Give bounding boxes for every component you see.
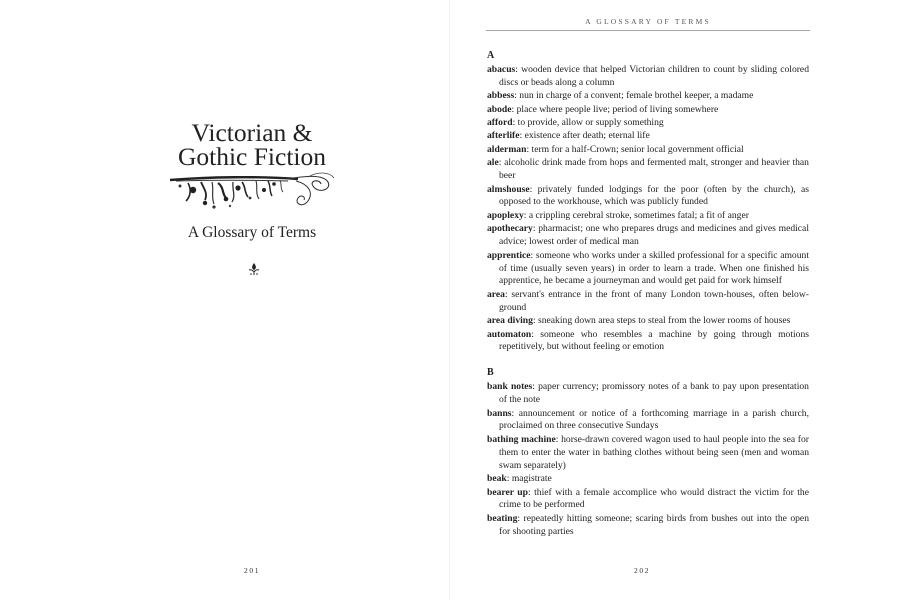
glossary-term: apothecary	[487, 223, 533, 235]
glossary-entry: apprentice: someone who works under a skilled professional for a specific amount of time (usually seven years) in order to learn a trade. When one finished his apprentice, he became a journeyman and would get paid for work himself	[487, 249, 809, 287]
glossary-definition: wooden device that helped Victorian children to count by sliding colored discs or beads along a column	[499, 63, 809, 88]
glossary-entry: area: servant's entrance in the front of many London town-houses, often below-ground	[487, 288, 809, 313]
header-rule	[486, 30, 810, 31]
glossary-term: bathing machine	[487, 433, 556, 445]
glossary-entry: afford: to provide, allow or supply something	[487, 117, 664, 129]
glossary-term: alderman	[487, 143, 527, 155]
glossary-definition: paper currency; promissory notes of a bank to pay upon presentation of the note	[499, 381, 809, 406]
glossary-term: apoplexy	[487, 209, 524, 221]
glossary-term: bearer up	[487, 486, 528, 498]
glossary-entry: almshouse: privately funded lodgings for the poor (often by the church), as opposed to the workhouse, which was publicly funded	[487, 183, 809, 208]
glossary-term: area diving	[487, 315, 533, 327]
glossary-term: abbess	[487, 90, 515, 102]
glossary-definition: to provide, allow or supply something	[517, 117, 664, 129]
glossary-entry: banns: announcement or notice of a forthcoming marriage in a parish church, proclaimed on three consecutive Sundays	[487, 407, 809, 432]
glossary-entry: afterlife: existence after death; eternal life	[487, 130, 650, 142]
page-number-left: 201	[244, 566, 261, 575]
glossary-definition: alcoholic drink made from hops and fermented malt, stronger and heavier than beer	[499, 157, 809, 182]
glossary-entry: abacus: wooden device that helped Victorian children to count by sliding colored discs or beads along a column	[487, 63, 809, 88]
glossary-entry: automaton: someone who resembles a machine by going through motions repetitively, but without feeling or emotion	[487, 328, 809, 353]
glossary-definition: repeatedly hitting someone; scaring birds from bushes out into the open for shooting parties	[499, 512, 809, 537]
glossary-definition: someone who works under a skilled professional for a specific amount of time (usually seven years) in order to learn a trade. When one finished his apprentice, he became a journeyman and would get paid for work himself	[499, 249, 809, 287]
glossary-term: abode	[487, 103, 512, 115]
page-number-right: 202	[634, 566, 651, 575]
section-letter-a: A	[487, 50, 495, 61]
glossary-definition: horse-drawn covered wagon used to haul people into the sea for them to enter the water in bathing clothes without being seen (men and woman swam separately)	[499, 433, 809, 471]
glossary-definition: pharmacist; one who prepares drugs and medicines and gives medical advice; lowest order of medical man	[499, 223, 809, 248]
glossary-definition: privately funded lodgings for the poor (often by the church), as opposed to the workhouse, which was publicly funded	[499, 183, 809, 208]
fleuron-ornament-icon	[248, 262, 260, 276]
glossary-definition: place where people live; period of living somewhere	[516, 103, 719, 115]
glossary-entry: alderman: term for a half-Crown; senior local government official	[487, 143, 744, 155]
book-subtitle: A Glossary of Terms	[187, 224, 317, 241]
glossary-entry: beating: repeatedly hitting someone; scaring birds from bushes out into the open for shooting parties	[487, 512, 809, 537]
glossary-definition: someone who resembles a machine by going through motions repetitively, but without feeling or emotion	[499, 328, 809, 353]
glossary-entry: bearer up: thief with a female accomplice who would distract the victim for the crime to be performed	[487, 486, 809, 511]
glossary-term: apprentice	[487, 249, 531, 261]
glossary-term: beating	[487, 512, 518, 524]
glossary-entry: apoplexy: a crippling cerebral stroke, sometimes fatal; a fit of anger	[487, 209, 749, 221]
ink-flourish-ornament-icon	[168, 170, 338, 218]
glossary-entry: beak: magistrate	[487, 473, 552, 485]
glossary-definition: thief with a female accomplice who would distract the victim for the crime to be performed	[499, 486, 809, 511]
book-title-line-1: Victorian &	[191, 118, 313, 147]
glossary-entry: abbess: nun in charge of a convent; female brothel keeper, a madame	[487, 90, 754, 102]
glossary-definition: servant's entrance in the front of many London town-houses, often below-ground	[499, 288, 809, 313]
glossary-term: beak	[487, 473, 507, 485]
glossary-definition: nun in charge of a convent; female brothel keeper, a madame	[519, 90, 754, 102]
glossary-definition: term for a half-Crown; senior local government official	[531, 143, 744, 155]
running-head: A GLOSSARY OF TERMS	[585, 17, 711, 26]
glossary-entry: area diving: sneaking down area steps to steal from the lower rooms of houses	[487, 315, 791, 327]
glossary-list	[487, 50, 809, 539]
glossary-definition: a crippling cerebral stroke, sometimes fatal; a fit of anger	[528, 209, 749, 221]
section-letter-b: B	[487, 367, 494, 379]
glossary-term: ale	[487, 157, 499, 169]
glossary-entry: bank notes: paper currency; promissory notes of a bank to pay upon presentation of the note	[487, 381, 809, 406]
glossary-term: abacus	[487, 63, 516, 75]
book-title-line-2: Gothic Fiction	[177, 142, 327, 171]
glossary-definition: magistrate	[511, 473, 552, 485]
glossary-term: area	[487, 288, 505, 300]
glossary-term: automaton	[487, 328, 532, 340]
glossary-entry: abode: place where people live; period of living somewhere	[487, 103, 719, 115]
glossary-definition: sneaking down area steps to steal from the lower rooms of houses	[538, 315, 791, 327]
glossary-term: bank notes	[487, 381, 533, 393]
glossary-term: afterlife	[487, 130, 520, 142]
glossary-term: banns	[487, 407, 512, 419]
glossary-definition: announcement or notice of a forthcoming marriage in a parish church, proclaimed on three consecutive Sundays	[499, 407, 809, 432]
glossary-term: almshouse	[487, 183, 530, 195]
glossary-entry: bathing machine: horse-drawn covered wagon used to haul people into the sea for them to enter the water in bathing clothes without being seen (men and woman swam separately)	[487, 433, 809, 471]
glossary-term: afford	[487, 117, 513, 129]
glossary-entry: apothecary: pharmacist; one who prepares drugs and medicines and gives medical advice; lowest order of medical man	[487, 223, 809, 248]
glossary-definition: existence after death; eternal life	[524, 130, 650, 142]
glossary-entry: ale: alcoholic drink made from hops and fermented malt, stronger and heavier than beer	[487, 157, 809, 182]
